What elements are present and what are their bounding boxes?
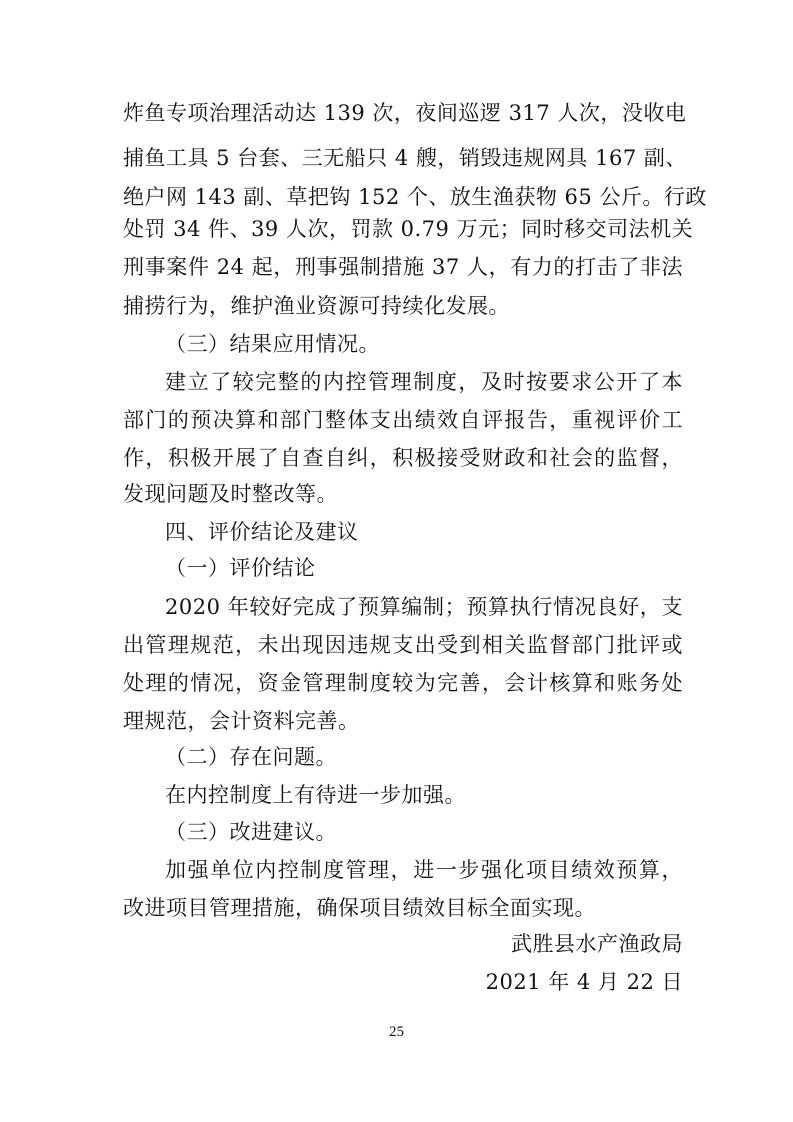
paragraph-line: 处理的情况，资金管理制度较为完善，会计核算和账务处 bbox=[123, 671, 683, 695]
subheading-existing-problems: （二）存在问题。 bbox=[165, 745, 337, 769]
paragraph-line: 绝户网 143 副、草把钩 152 个、放生渔获物 65 公斤。行政 bbox=[123, 185, 707, 209]
page-number: 25 bbox=[389, 1024, 404, 1040]
paragraph-line: 捕鱼工具 5 台套、三无船只 4 艘，销毁违规网具 167 副、 bbox=[123, 146, 687, 170]
paragraph-line: 改进项目管理措施，确保项目绩效目标全面实现。 bbox=[123, 896, 596, 920]
paragraph-line: 处罚 34 件、39 人次，罚款 0.79 万元；同时移交司法机关 bbox=[123, 217, 694, 241]
paragraph-line: 发现问题及时整改等。 bbox=[123, 482, 338, 506]
paragraph-line: 出管理规范，未出现因违规支出受到相关监督部门批评或 bbox=[123, 633, 683, 657]
paragraph-line: 炸鱼专项治理活动达 139 次，夜间巡逻 317 人次，没收电 bbox=[123, 101, 687, 125]
paragraph-line: 2020 年较好完成了预算编制；预算执行情况良好，支 bbox=[165, 595, 683, 619]
signature-organization: 武胜县水产渔政局 bbox=[511, 932, 683, 956]
subheading-improvement-suggestions: （三）改进建议。 bbox=[165, 820, 337, 844]
subheading-evaluation-conclusion: （一）评价结论 bbox=[165, 556, 316, 580]
paragraph-line: 加强单位内控制度管理，进一步强化项目绩效预算， bbox=[165, 858, 683, 882]
paragraph-line: 理规范，会计资料完善。 bbox=[123, 709, 360, 733]
paragraph-line: 刑事案件 24 起，刑事强制措施 37 人，有力的打击了非法 bbox=[123, 255, 683, 279]
signature-date: 2021 年 4 月 22 日 bbox=[485, 970, 683, 994]
paragraph-line: 捕捞行为，维护渔业资源可持续化发展。 bbox=[123, 294, 510, 318]
paragraph-line: 作，积极开展了自查自纠，积极接受财政和社会的监督， bbox=[123, 446, 683, 470]
paragraph-line: 部门的预决算和部门整体支出绩效自评报告，重视评价工 bbox=[123, 408, 683, 432]
paragraph-line: 在内控制度上有待进一步加强。 bbox=[165, 783, 466, 807]
section-heading-conclusion-suggestions: 四、评价结论及建议 bbox=[165, 520, 359, 544]
section-heading-results: （三）结果应用情况。 bbox=[165, 332, 380, 356]
paragraph-line: 建立了较完整的内控管理制度，及时按要求公开了本 bbox=[165, 370, 683, 394]
